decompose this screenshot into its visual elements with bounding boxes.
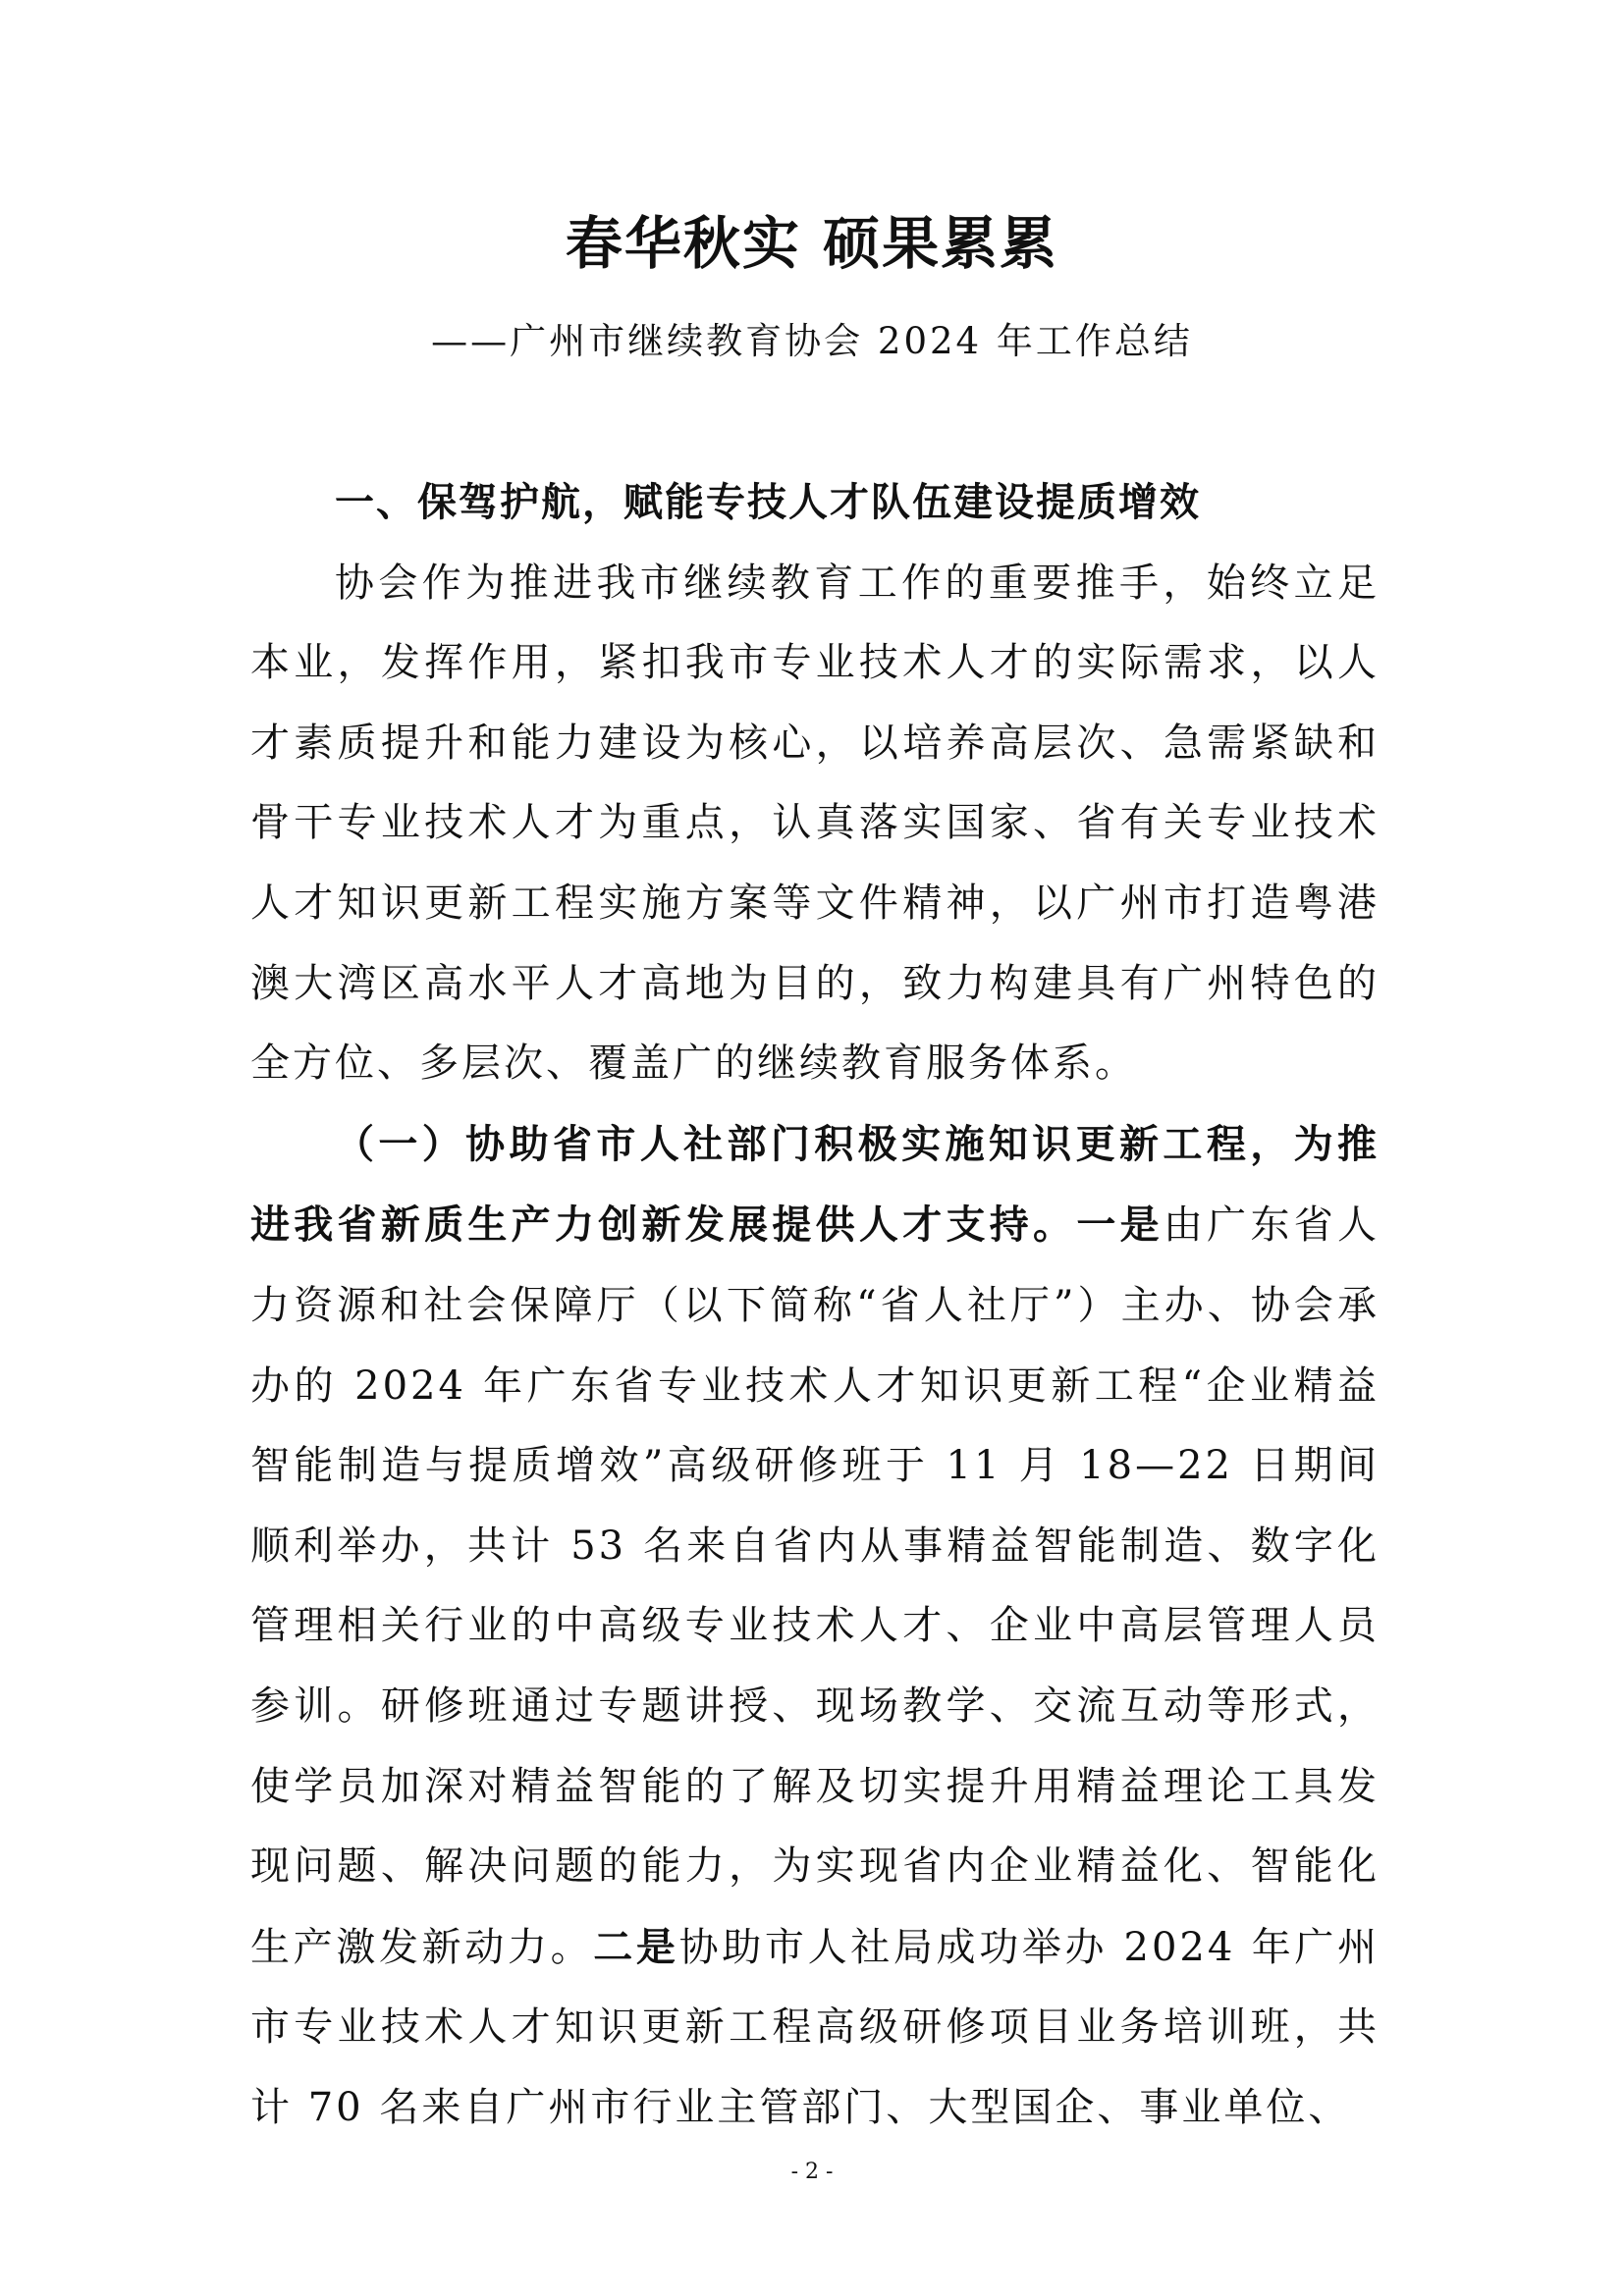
- paragraph: [250, 1104, 1380, 2149]
- document-subtitle: ——广州市继续教育协会 2024 年工作总结: [431, 320, 1193, 362]
- paragraph-text: 由广东省人力资源和社会保障厅（以下简称“省人社厅”）主办、协会承办的 2024 年广东省专业技术人才知识更新工程“企业精益智能制造与提质增效”高级研修班于 11 月 18—22 日期间顺利举办，共计 53 名来自省内从事精益智能制造、数字化管理相关行业的中高级专业技术人才、企业中高层管理人员参训。研修班通过专题讲授、现场教学、交流互动等形式，使学员加深对精益智能的了解及切实提升用精益理论工具发现问题、解决问题的能力，为实现省内企业精益化、智能化生产激发新动力。: [250, 1202, 1380, 1970]
- document-title: 春华秋实 硕果累累: [565, 210, 1059, 277]
- paragraph-bold-marker: 二是: [593, 1923, 679, 1970]
- section-heading: 一、保驾护航，赋能专技人才队伍建设提质增效: [335, 480, 1201, 525]
- document-body: [250, 463, 1380, 2148]
- paragraph-text: 协助市人社局成功举办 2024 年广州市专业技术人才知识更新工程高级研修项目业务培训班，共计 70 名来自广州市行业主管部门、大型国企、事业单位、: [250, 1924, 1380, 2130]
- page-number: - 2 -: [790, 2160, 834, 2184]
- paragraph: 协会作为推进我市继续教育工作的重要推手，始终立足本业，发挥作用，紧扣我市专业技术人才的实际需求，以人才素质提升和能力建设为核心，以培养高层次、急需紧缺和骨干专业技术人才为重点，认真落实国家、省有关专业技术人才知识更新工程实施方案等文件精神，以广州市打造粤港澳大湾区高水平人才高地为目的，致力构建具有广州特色的全方位、多层次、覆盖广的继续教育服务体系。: [250, 560, 1380, 1087]
- paragraph-bold-lead: （一）协助省市人社部门积极实施知识更新工程，为推进我省新质生产力创新发展提供人才支持。一是: [250, 1120, 1380, 1249]
